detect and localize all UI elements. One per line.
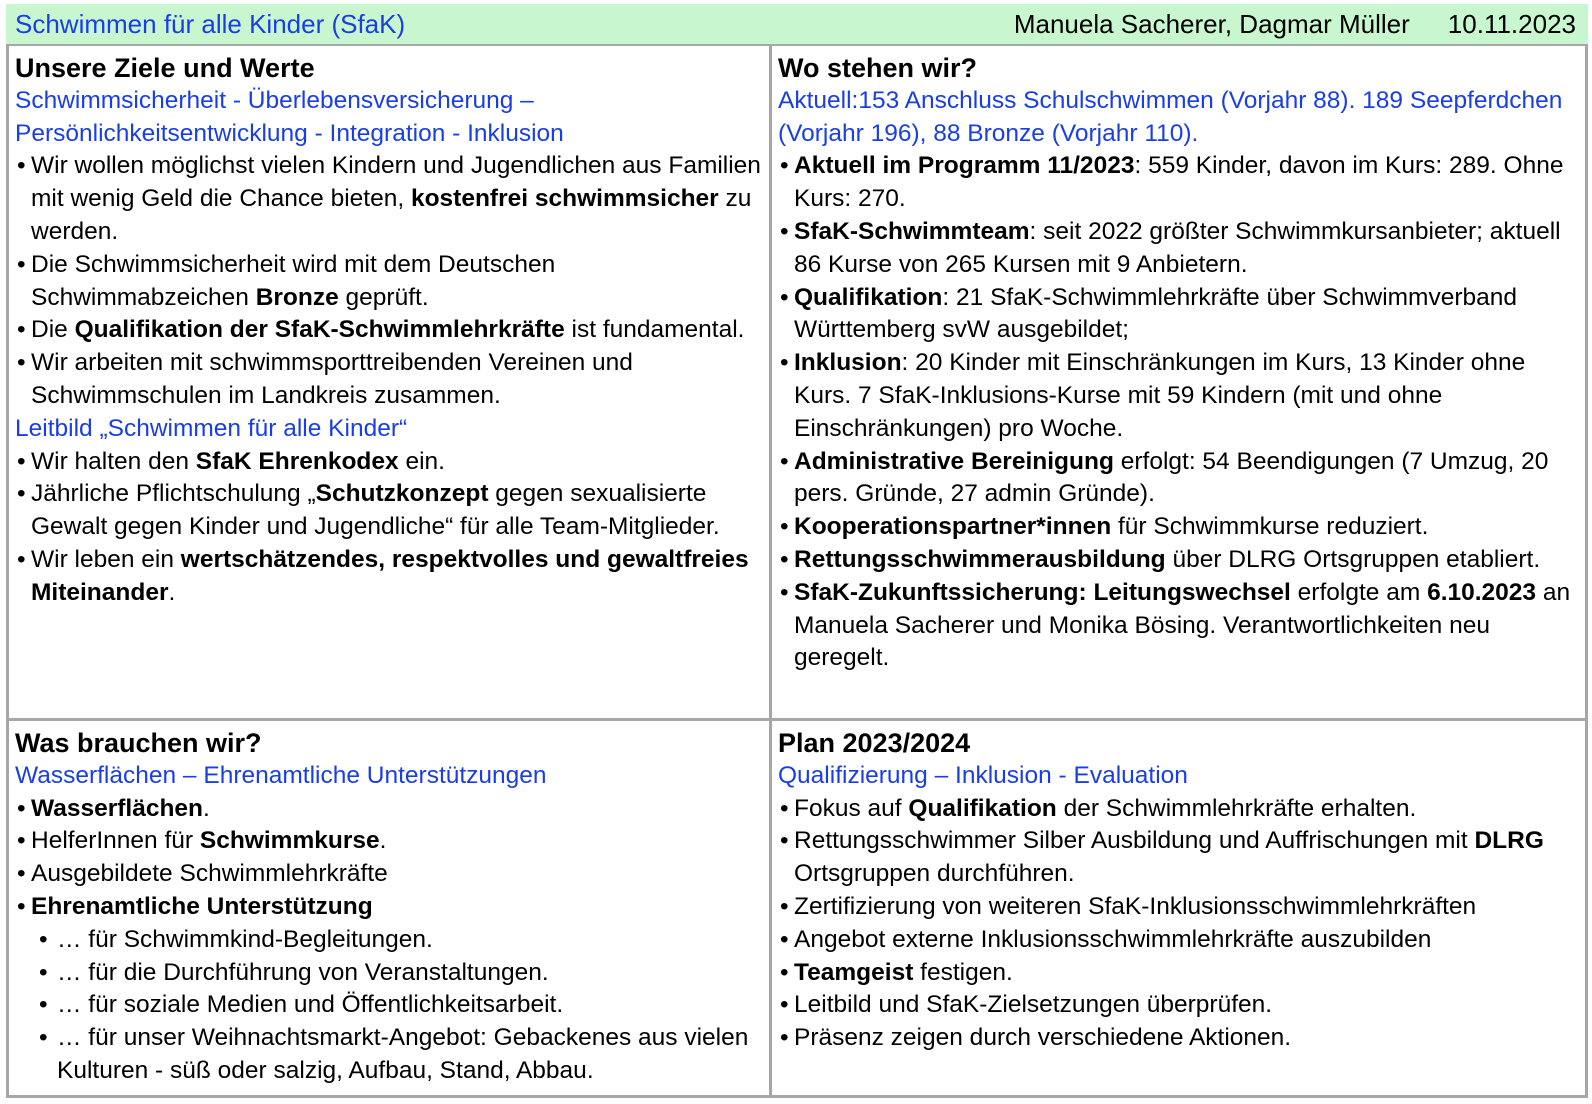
list-item: • HelferInnen für Schwimmkurse. [15,825,763,858]
list-item: • Jährliche Pflichtschulung „Schutzkonzept gegen sexualisierte Gewalt gegen Kinder und Jugendliche“ für alle Team-Mitglieder. [15,478,763,544]
section-heading: Was brauchen wir? [15,728,262,758]
section-needs [9,721,769,1096]
list-item: • Aktuell im Programm 11/2023: 559 Kinder, davon im Kurs: 289. Ohne Kurs: 270. [778,150,1579,216]
list-item: • Teamgeist festigen. [778,957,1579,990]
sub-list-item: • … für Schwimmkind-Begleitungen. [15,924,763,957]
section-heading: Unsere Ziele und Werte [15,53,315,83]
list-item: • Administrative Bereinigung erfolgt: 54 Beendigungen (7 Umzug, 20 pers. Gründe, 27 admin Gründe). [778,446,1579,512]
list-item: • Kooperationspartner*innen für Schwimmkurse reduziert. [778,511,1579,544]
section-plan [772,721,1585,1096]
section-subtitle: Qualifizierung – Inklusion - Evaluation [778,761,1188,789]
list-item: • Angebot externe Inklusionsschwimmlehrkräfte auszubilden [778,924,1579,957]
list-item: • Wir arbeiten mit schwimmsporttreibenden Vereinen und Schwimmschulen im Landkreis zusammen. [15,347,763,413]
list-item: • Fokus auf Qualifikation der Schwimmlehrkräfte erhalten. [778,793,1579,826]
list-item: • Wasserflächen. [15,793,763,826]
section-subtitle-mission: Leitbild „Schwimmen für alle Kinder“ [15,414,408,442]
section-status [772,46,1585,718]
list-item: • SfaK-Schwimmteam: seit 2022 größter Schwimmkursanbieter; aktuell 86 Kurse von 265 Kursen mit 9 Anbietern. [778,216,1579,282]
date: 10.11.2023 [1447,8,1576,39]
list-item: • Rettungsschwimmer Silber Ausbildung und Auffrischungen mit DLRG Ortsgruppen durchführen. [778,825,1579,891]
list-item: • Leitbild und SfaK-Zielsetzungen überprüfen. [778,989,1579,1022]
section-subtitle: Aktuell:153 Anschluss Schulschwimmen (Vorjahr 88). 189 Seepferdchen (Vorjahr 196), 88 Bronze (Vorjahr 110). [778,86,1563,147]
list-item: • SfaK-Zukunftssicherung: Leitungswechsel erfolgte am 6.10.2023 an Manuela Sacherer und Monika Bösing. Verantwortlichkeiten neu geregelt. [778,577,1579,675]
list-item: • Inklusion: 20 Kinder mit Einschränkungen im Kurs, 13 Kinder ohne Kurs. 7 SfaK-Inklusions-Kurse mit 59 Kindern (mit und ohne Einschränkungen) pro Woche. [778,347,1579,445]
sub-list-item: • … für soziale Medien und Öffentlichkeitsarbeit. [15,989,763,1022]
quadrant-grid [6,46,1588,1098]
list-item: • Die Qualifikation der SfaK-Schwimmlehrkräfte ist fundamental. [15,314,763,347]
list-item: • Präsenz zeigen durch verschiedene Aktionen. [778,1022,1579,1055]
authors: Manuela Sacherer, Dagmar Müller [1013,8,1410,39]
sub-list-item: • … für unser Weihnachtsmarkt-Angebot: Gebackenes aus vielen Kulturen - süß oder salzig, Aufbau, Stand, Abbau. [15,1022,763,1088]
document-title: Schwimmen für alle Kinder (SfaK) [15,8,406,39]
list-item: • Wir leben ein wertschätzendes, respektvolles und gewaltfreies Miteinander. [15,544,763,610]
section-subtitle: Schwimmsicherheit - Überlebensversicherung – Persönlichkeitsentwicklung - Integration - Inklusion [15,86,564,147]
list-item: • Zertifizierung von weiteren SfaK-Inklusionsschwimmlehrkräften [778,891,1579,924]
section-goals-values [9,46,769,718]
list-item: • Qualifikation: 21 SfaK-Schwimmlehrkräfte über Schwimmverband Württemberg svW ausgebildet; [778,282,1579,348]
sub-list-item: • … für die Durchführung von Veranstaltungen. [15,957,763,990]
list-item: • Wir wollen möglichst vielen Kindern und Jugendlichen aus Familien mit wenig Geld die Chance bieten, kostenfrei schwimmsicher zu werden. [15,150,763,248]
section-heading: Plan 2023/2024 [778,728,971,758]
list-item: • Ehrenamtliche Unterstützung [15,891,763,924]
header-bar [6,4,1588,46]
list-item: • Die Schwimmsicherheit wird mit dem Deutschen Schwimmabzeichen Bronze geprüft. [15,249,763,315]
list-item: • Ausgebildete Schwimmlehrkräfte [15,858,763,891]
section-heading: Wo stehen wir? [778,53,978,83]
list-item: • Rettungsschwimmerausbildung über DLRG Ortsgruppen etabliert. [778,544,1579,577]
section-subtitle: Wasserflächen – Ehrenamtliche Unterstützungen [15,761,547,789]
list-item: • Wir halten den SfaK Ehrenkodex ein. [15,446,763,479]
